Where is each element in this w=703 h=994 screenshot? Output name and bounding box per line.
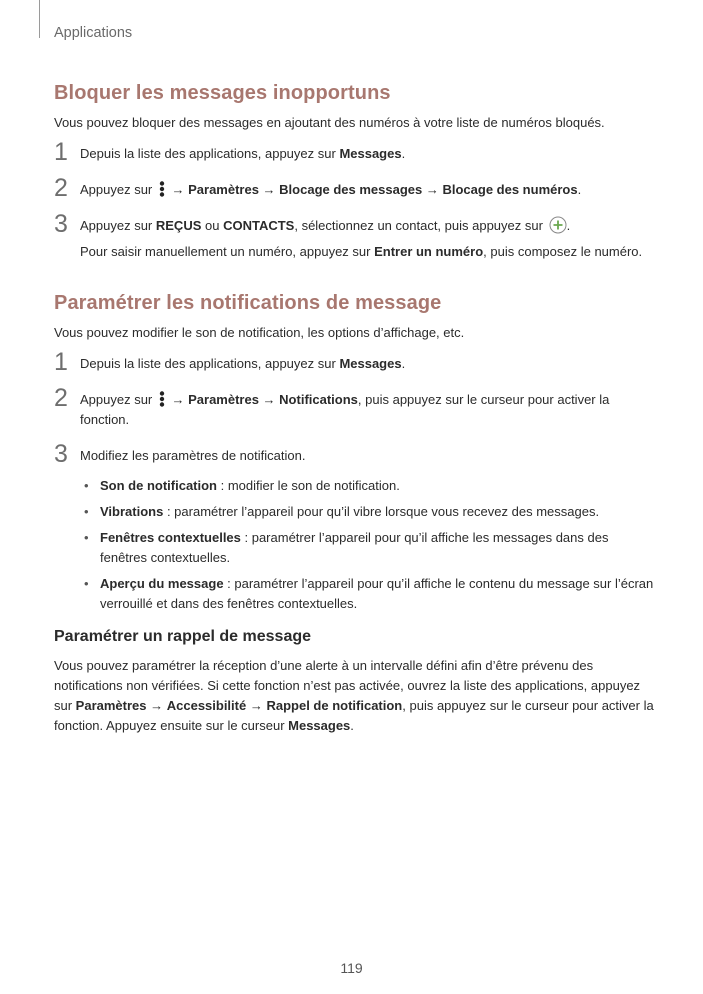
bullet-icon: • <box>84 530 89 545</box>
step-number: 3 <box>54 440 68 468</box>
section-block-messages <box>54 82 654 262</box>
step-1: 1 Depuis la liste des applications, appuyez sur Messages. <box>54 348 406 376</box>
section-intro: Vous pouvez bloquer des messages en ajoutant des numéros à votre liste de numéros bloqués. <box>54 115 605 130</box>
list-item: • Fenêtres contextuelles : paramétrer l’appareil pour qu’il affiche les messages dans des fenêtres contextuelles. <box>84 530 609 565</box>
list-item: • Son de notification : modifier le son de notification. <box>80 476 654 496</box>
list-item: • Aperçu du message : paramétrer l’appareil pour qu’il affiche le contenu du message sur l’écran verrouillé et dans des fenêtres contextuelles. <box>84 576 654 611</box>
page-content <box>54 82 654 747</box>
step-number: 2 <box>54 174 68 202</box>
step-number: 1 <box>54 138 68 166</box>
add-contact-icon <box>549 216 567 234</box>
section-title: Bloquer les messages inopportuns <box>54 82 391 104</box>
header-rule <box>39 0 40 38</box>
step-1: 1 Depuis la liste des applications, appuyez sur Messages. <box>54 138 406 166</box>
more-options-icon <box>158 181 166 197</box>
step-number: 2 <box>54 384 68 412</box>
section-intro: Vous pouvez modifier le son de notification, les options d’affichage, etc. <box>54 325 465 340</box>
step-2: 2 Appuyez sur → Paramètres → Notifications, puis appuyez sur le curseur pour activer la fonction. <box>54 384 610 427</box>
step-3: 3 Appuyez sur REÇUS ou CONTACTS, sélectionnez un contact, puis appuyez sur . <box>54 210 571 238</box>
list-item: • Vibrations : paramétrer l’appareil pour qu’il vibre lorsque vous recevez des messages. <box>80 502 654 522</box>
bullet-icon: • <box>84 478 89 493</box>
step-3-note: Pour saisir manuellement un numéro, appuyez sur Entrer un numéro, puis composez le numéro. <box>80 244 643 259</box>
subsection-body: Vous pouvez paramétrer la réception d’une alerte à un intervalle défini afin d’être prévenu des notifications non vérifiées. Si cette fonction n’est pas activée, ouvrez la liste des applications, appuyez sur Paramètres → Accessibilité → Rappel de notification, puis appuyez sur le curseur pour activer la fonction. Appuyez ensuite sur le curseur Messages. <box>54 658 654 733</box>
step-number: 3 <box>54 210 68 238</box>
section-reminder <box>54 628 654 736</box>
page-number: 119 <box>340 960 363 976</box>
section-notifications <box>54 292 654 614</box>
step-3: 3 Modifiez les paramètres de notification. <box>54 440 306 468</box>
bullet-icon: • <box>84 504 89 519</box>
step-2: 2 Appuyez sur → Paramètres → Blocage des messages → Blocage des numéros. <box>54 174 582 202</box>
notification-options-list <box>80 476 654 614</box>
running-header: Applications <box>54 25 133 41</box>
subsection-title: Paramétrer un rappel de message <box>54 628 312 645</box>
more-options-icon <box>158 391 166 407</box>
section-title: Paramétrer les notifications de message <box>54 292 442 314</box>
bullet-icon: • <box>84 576 89 591</box>
step-number: 1 <box>54 348 68 376</box>
app-name: Messages <box>339 146 402 161</box>
